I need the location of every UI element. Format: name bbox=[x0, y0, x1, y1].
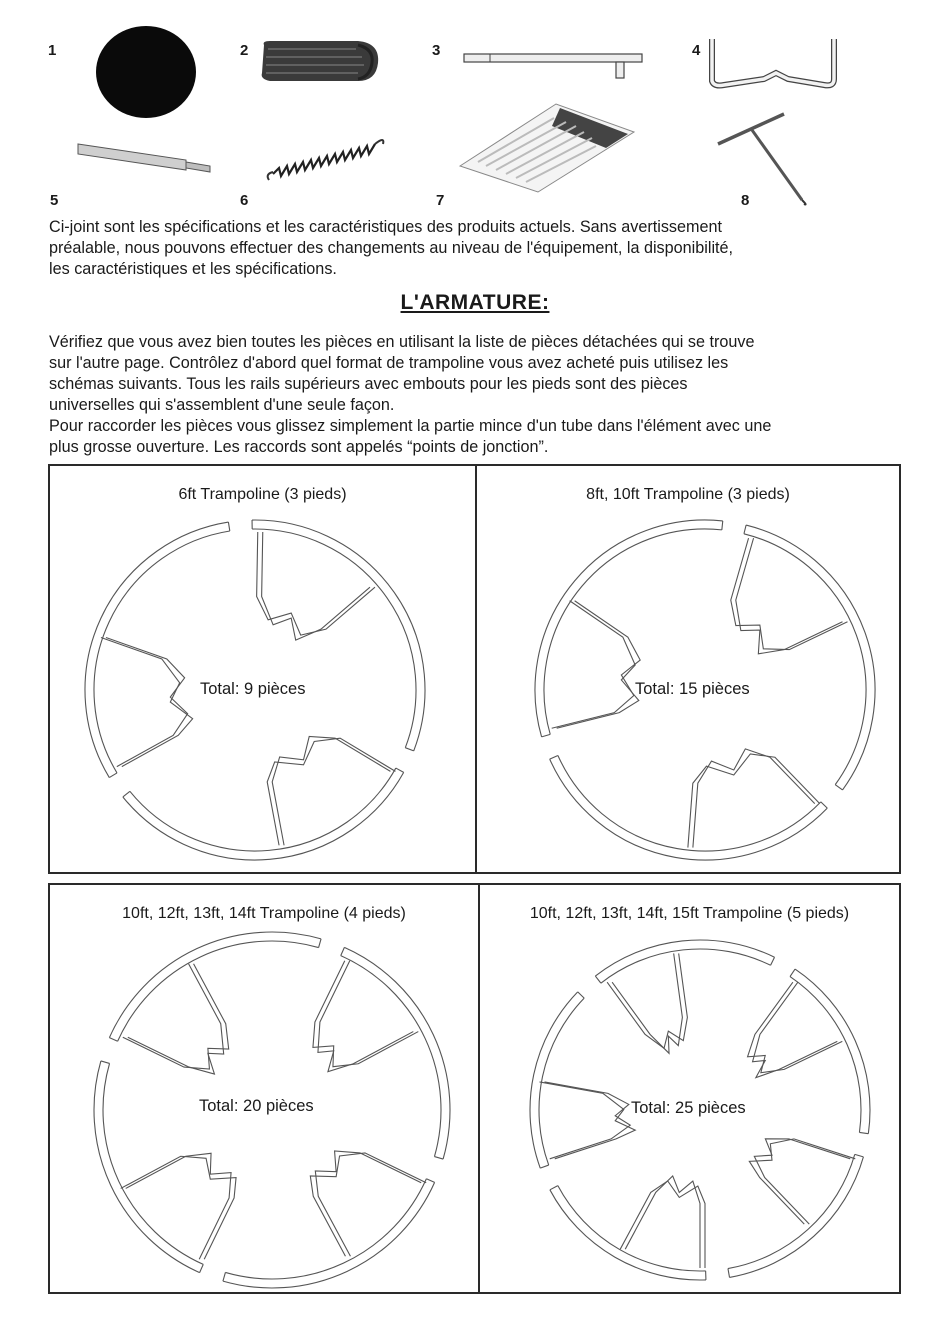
folded-padding-icon bbox=[258, 37, 384, 85]
rail-joint bbox=[200, 1264, 204, 1272]
disclaimer-line: les caractéristiques et les spécifications. bbox=[49, 260, 337, 278]
frame-diagram bbox=[480, 885, 899, 1292]
rail-arc bbox=[123, 772, 404, 860]
leg-w-inner bbox=[749, 1139, 855, 1224]
leg-w bbox=[106, 638, 188, 767]
rail-arc bbox=[730, 1157, 864, 1278]
instructions-line: plus grosse ouverture. Les raccords sont appelés “points de jonction”. bbox=[49, 438, 549, 456]
leg-w-inner bbox=[753, 982, 838, 1077]
part-number-8: 8 bbox=[741, 192, 750, 209]
instruction-manual-icon bbox=[456, 100, 640, 194]
diagram-total: Total: 25 pièces bbox=[631, 1099, 746, 1117]
rail-joint bbox=[101, 1061, 110, 1063]
rail-joint bbox=[722, 521, 723, 530]
frame-diagram bbox=[477, 466, 899, 872]
straight-tube-icon bbox=[74, 138, 214, 176]
rail-joint bbox=[835, 785, 842, 790]
diagram-8ft-10ft bbox=[477, 466, 899, 872]
leg-w-inner bbox=[620, 1181, 705, 1268]
rail-joint bbox=[859, 1132, 868, 1133]
rail-joint bbox=[109, 1038, 117, 1042]
rail-arc bbox=[94, 531, 230, 773]
rail-arc bbox=[103, 1063, 203, 1264]
rail-joint bbox=[728, 1269, 730, 1278]
diagram-6ft bbox=[50, 466, 477, 872]
instructions-line: Vérifiez que vous avez bien toutes les pièces en utilisant la liste de pièces détachées qui se trouve bbox=[49, 333, 755, 351]
rail-arc bbox=[530, 992, 578, 1168]
round-mat-icon bbox=[95, 25, 199, 119]
rail-joint bbox=[223, 1272, 225, 1281]
rail-arc bbox=[85, 522, 228, 777]
rail-arc bbox=[94, 1061, 200, 1273]
rail-joint bbox=[771, 957, 775, 965]
diagram-panel-bottom bbox=[48, 883, 901, 1294]
diagram-panel-top bbox=[48, 464, 901, 874]
instructions-line: universelles qui s'assemblent d'une seule façon. bbox=[49, 396, 395, 414]
part-number-6: 6 bbox=[240, 192, 249, 209]
w-shaped-leg-icon bbox=[702, 35, 842, 97]
rail-joint bbox=[426, 1179, 434, 1183]
rail-joint bbox=[578, 992, 584, 998]
leg-w bbox=[126, 1153, 231, 1259]
rail-joint bbox=[341, 947, 345, 955]
rail-arc bbox=[728, 1154, 855, 1268]
rail-arc bbox=[341, 956, 441, 1157]
leg-w-inner bbox=[128, 964, 224, 1074]
part-number-5: 5 bbox=[50, 192, 59, 209]
leg-w bbox=[754, 1139, 850, 1224]
rail-joint bbox=[821, 802, 827, 808]
rail-joint bbox=[319, 939, 321, 948]
part-number-1: 1 bbox=[48, 42, 57, 59]
rail-arc bbox=[225, 1179, 426, 1279]
leg-w-inner bbox=[540, 1082, 636, 1159]
leg-w-inner bbox=[262, 532, 370, 640]
part-number-2: 2 bbox=[240, 42, 249, 59]
disclaimer-line: préalable, nous pouvons effectuer des changements au niveau de l'équipement, la disponibilité, bbox=[49, 239, 734, 257]
diagram-title: 10ft, 12ft, 13ft, 14ft Trampoline (4 pieds) bbox=[122, 905, 406, 922]
t-hook-tool-icon bbox=[714, 108, 814, 208]
rail-joint bbox=[434, 1157, 443, 1159]
rail-arc bbox=[130, 768, 396, 851]
rail-arc bbox=[535, 520, 723, 737]
diagram-total: Total: 15 pièces bbox=[635, 680, 750, 698]
rail-arc bbox=[118, 941, 319, 1041]
diagram-title: 8ft, 10ft Trampoline (3 pieds) bbox=[586, 486, 790, 503]
rail-arc bbox=[746, 525, 875, 790]
rail-arc bbox=[601, 949, 771, 983]
leg-w-inner bbox=[101, 638, 193, 767]
diagram-total: Total: 9 pièces bbox=[200, 680, 306, 698]
leg-w-inner bbox=[318, 961, 413, 1072]
disclaimer-paragraph bbox=[49, 217, 909, 280]
instructions-line: Pour raccorder les pièces vous glissez simplement la partie mince d'un tube dans l'élément avec une bbox=[49, 417, 772, 435]
rail-joint bbox=[550, 755, 558, 759]
rail-joint bbox=[405, 748, 413, 751]
rail-arc bbox=[595, 940, 774, 976]
rail-arc bbox=[790, 977, 861, 1133]
rail-joint bbox=[228, 522, 229, 531]
diagram-4-legs bbox=[50, 885, 480, 1292]
leg-w bbox=[625, 1176, 700, 1268]
diagram-title: 10ft, 12ft, 13ft, 14ft, 15ft Trampoline (5 pieds) bbox=[529, 905, 850, 922]
instructions-line: sur l'autre page. Contrôlez d'abord quel format de trampoline vous avez acheté puis utilisez les bbox=[49, 354, 729, 372]
rail-joint bbox=[396, 768, 404, 772]
leg-w bbox=[313, 961, 418, 1067]
part-number-4: 4 bbox=[692, 42, 701, 59]
frame-diagram bbox=[50, 885, 478, 1292]
diagram-total: Total: 20 pièces bbox=[199, 1097, 314, 1115]
leg-w bbox=[257, 532, 375, 635]
rail-arc bbox=[109, 932, 321, 1038]
leg-w bbox=[315, 1151, 421, 1256]
part-number-7: 7 bbox=[436, 192, 445, 209]
diagram-5-legs bbox=[480, 885, 899, 1292]
part-number-3: 3 bbox=[432, 42, 441, 59]
rail-arc bbox=[223, 1182, 435, 1288]
rail-arc bbox=[252, 520, 425, 751]
rail-arc bbox=[795, 969, 870, 1134]
leg-w bbox=[552, 601, 640, 728]
rail-joint bbox=[550, 1186, 558, 1190]
rail-joint bbox=[855, 1154, 864, 1156]
rail-joint bbox=[540, 1165, 548, 1168]
leg-w bbox=[272, 736, 390, 845]
top-rail-with-leg-socket-icon bbox=[462, 49, 644, 81]
leg-w bbox=[748, 982, 843, 1072]
rail-joint bbox=[542, 734, 551, 736]
instructions-paragraph bbox=[49, 332, 919, 458]
rail-arc bbox=[252, 529, 416, 748]
instructions-line: schémas suivants. Tous les rails supérieurs avec embouts pour les pieds sont des pièces bbox=[49, 375, 688, 393]
leg-w-inner bbox=[736, 538, 843, 654]
leg-w bbox=[545, 1082, 631, 1159]
leg-w-inner bbox=[121, 1156, 236, 1259]
rail-joint bbox=[790, 969, 795, 976]
diagram-title: 6ft Trampoline (3 pieds) bbox=[178, 486, 347, 503]
leg-w-inner bbox=[557, 601, 639, 728]
rail-joint bbox=[123, 791, 130, 797]
rail-joint bbox=[595, 976, 601, 983]
rail-joint bbox=[744, 525, 746, 534]
disclaimer-line: Ci-joint sont les spécifications et les caractéristiques des produits actuels. Sans avertissement bbox=[49, 218, 722, 236]
spring-icon bbox=[263, 134, 391, 184]
leg-w-inner bbox=[310, 1153, 426, 1256]
rail-arc bbox=[744, 534, 866, 785]
section-heading: L'ARMATURE: bbox=[400, 291, 550, 314]
rail-arc bbox=[344, 947, 450, 1159]
leg-w-inner bbox=[267, 738, 395, 845]
rail-joint bbox=[109, 773, 117, 778]
frame-diagram bbox=[50, 466, 475, 872]
